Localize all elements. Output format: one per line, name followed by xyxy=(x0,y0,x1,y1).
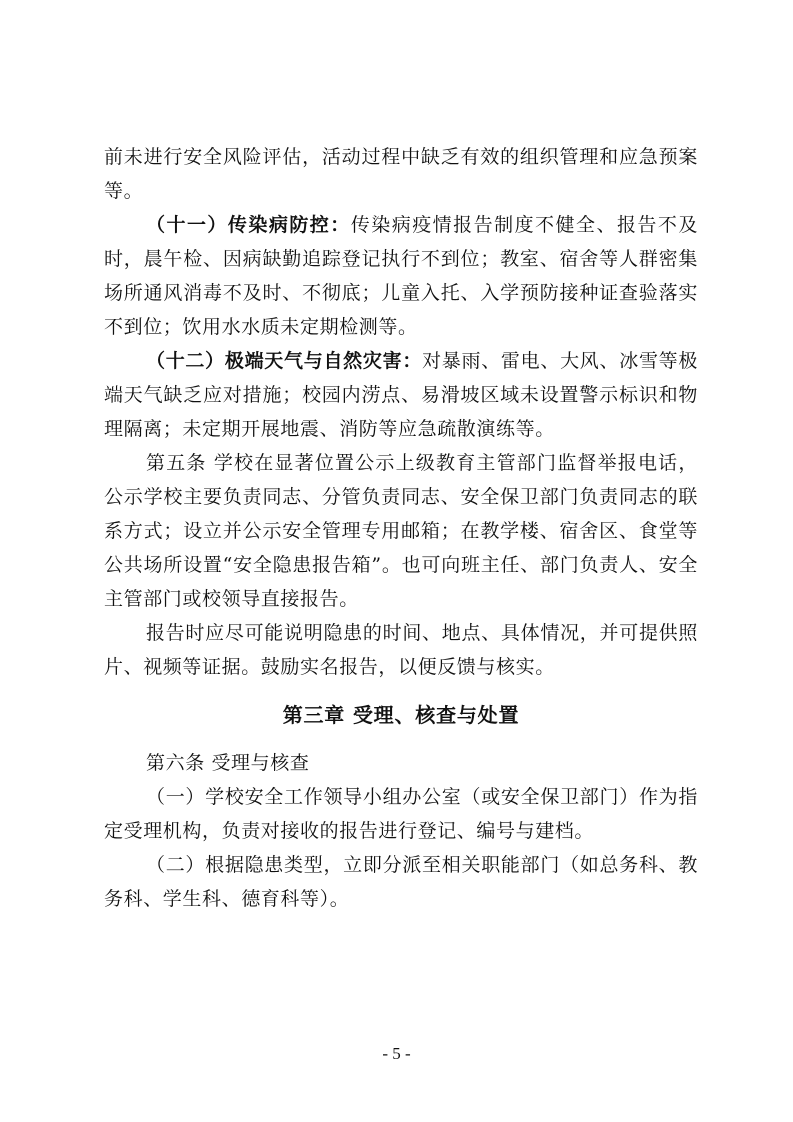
paragraph-extreme-weather xyxy=(104,344,698,446)
paragraph-heading-infectious-disease: （十一）传染病防控： xyxy=(146,214,351,236)
paragraph-text-extreme-weather: 对暴雨、雷电、大风、冰雪等极端天气缺乏应对措施；校园内涝点、易滑坡区域未设置警示标识和物理隔离；未定期开展地震、消防等应急疏散演练等。 xyxy=(104,350,698,440)
paragraph-acceptance-office: （一）学校安全工作领导小组办公室（或安全保卫部门）作为指定受理机构，负责对接收的报告进行登记、编号与建档。 xyxy=(104,786,698,842)
chapter-title: 第三章 受理、核查与处置 xyxy=(282,703,520,727)
paragraph-heading-extreme-weather: （十二）极端天气与自然灾害： xyxy=(146,350,423,372)
paragraph-continuation: 前未进行安全风险评估，活动过程中缺乏有效的组织管理和应急预案等。 xyxy=(104,146,698,202)
article-6-heading: 第六条 受理与核查 xyxy=(146,752,310,774)
paragraph-infectious-disease xyxy=(104,208,698,344)
paragraph-report-details: 报告时应尽可能说明隐患的时间、地点、具体情况，并可提供照片、视频等证据。鼓励实名报告，以便反馈与核实。 xyxy=(104,622,698,678)
article-5-text: 学校在显著位置公示上级教育主管部门监督举报电话，公示学校主要负责同志、分管负责同志、安全保卫部门负责同志的联系方式；设立并公示安全管理专用邮箱；在教学楼、宿舍区、食堂等公共场所设置“安全隐患报告箱”。也可向班主任、部门负责人、安全主管部门或校领导直接报告。 xyxy=(104,452,698,610)
document-body xyxy=(104,140,698,916)
paragraph-article-5 xyxy=(104,446,698,616)
article-5-label: 第五条 xyxy=(146,452,207,474)
page-number: - 5 - xyxy=(382,1044,411,1063)
paragraph-text-infectious-disease: 传染病疫情报告制度不健全、报告不及时，晨午检、因病缺勤追踪登记执行不到位；教室、宿舍等人群密集场所通风消毒不及时、不彻底；儿童入托、入学预防接种证查验落实不到位；饮用水水质未定期检测等。 xyxy=(104,214,698,338)
paragraph-dispatch: （二）根据隐患类型，立即分派至相关职能部门（如总务科、教务科、学生科、德育科等）。 xyxy=(104,854,698,910)
